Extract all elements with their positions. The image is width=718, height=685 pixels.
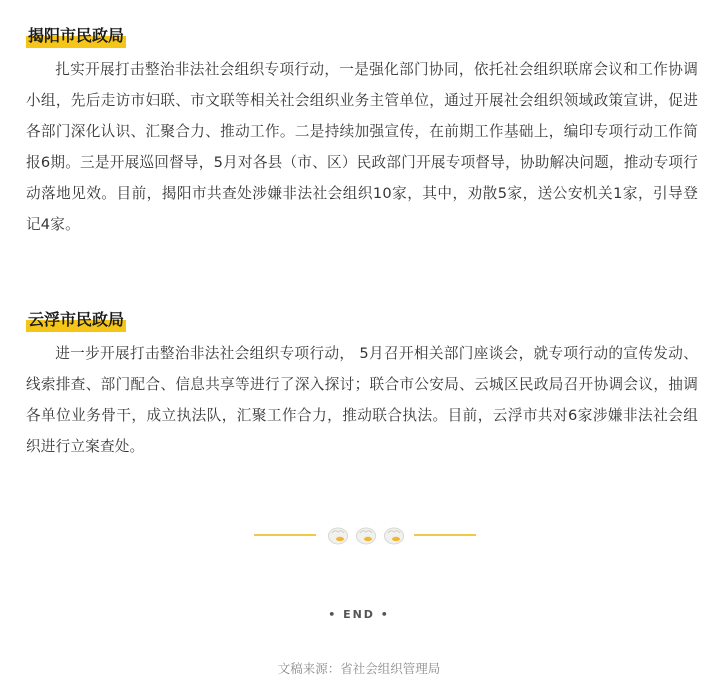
section-paragraph: 进一步开展打击整治非法社会组织专项行动， 5月召开相关部门座谈会，就专项行动的宣传发动、线索排查、部门配合、信息共享等进行了深入探讨；联合市公安局、云城区民政局召开协调会议，抽调各单位业务骨干，成立执法队，汇聚工作合力，推动联合执法。目前，云浮市共对6家涉嫌非法社会组织进行立案查处。 <box>26 345 698 455</box>
section-paragraph: 扎实开展打击整治非法社会组织专项行动，一是强化部门协同，依托社会组织联席会议和工作协调小组，先后走访市妇联、市文联等相关社会组织业务主管单位，通过开展社会组织领域政策宣讲，促进各部门深化认识、汇聚合力、推动工作。二是持续加强宣传，在前期工作基础上，编印专项行动工作简报6期。三是开展巡回督导，5月对各县（市、区）民政部门开展专项督导，协助解决问题，推动专项行动落地见效。目前，揭阳市共查处涉嫌非法社会组织10家，其中，劝散5家，送公安机关1家，引导登记4家。 <box>26 61 698 233</box>
section-heading-wrapper <box>26 306 126 334</box>
section-jieyang <box>26 22 698 240</box>
section-yunfu <box>26 306 698 462</box>
steamed-bun-icon <box>355 524 377 546</box>
divider-line-right <box>414 534 476 536</box>
steamed-bun-icon <box>327 524 349 546</box>
section-heading: 揭阳市民政局 <box>28 26 125 45</box>
steamed-bun-icon <box>383 524 405 546</box>
section-heading: 云浮市民政局 <box>28 310 125 329</box>
source-credit: 文稿来源：省社会组织管理局 <box>277 661 441 676</box>
section-heading-wrapper <box>26 22 126 50</box>
end-label: • END • <box>328 608 390 621</box>
divider-line-left <box>254 534 316 536</box>
ornament-divider <box>254 524 476 546</box>
